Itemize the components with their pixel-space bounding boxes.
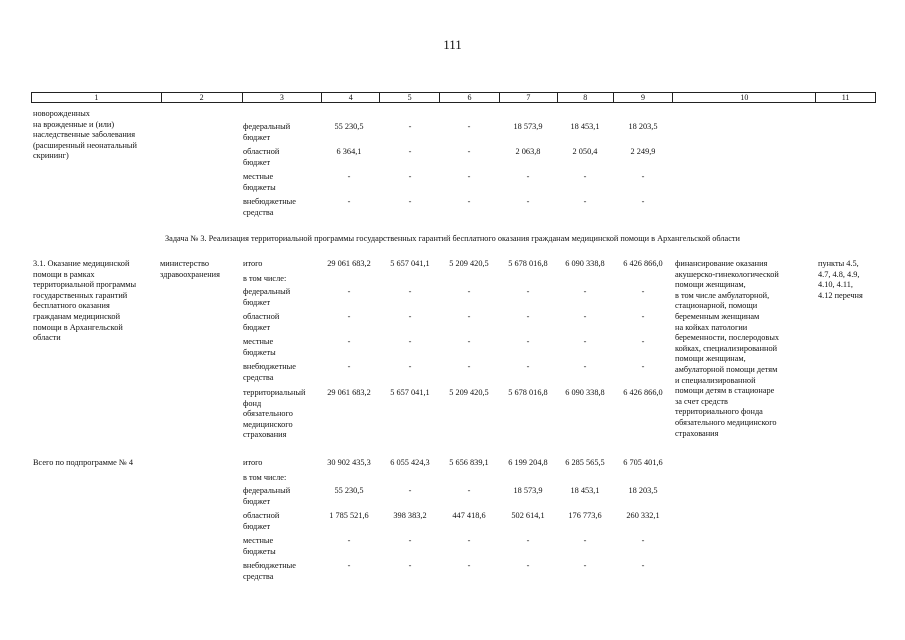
item-name: 3.1. Оказание медицинской (33, 259, 130, 268)
value-cell: - (526, 172, 530, 181)
funding-description: акушерско-гинекологической (675, 269, 779, 279)
value-cell: 6 199 204,8 (508, 458, 548, 467)
value-cell: 6 055 424,3 (390, 458, 430, 467)
item-name: государственных гарантий (33, 290, 128, 300)
value-cell: - (583, 362, 587, 371)
value-cell: - (641, 561, 645, 570)
source-label: областной (243, 511, 280, 520)
item-name: (расширенный неонатальный (33, 140, 137, 150)
source-label: федеральный (243, 287, 291, 296)
source-label: итого (243, 458, 263, 467)
value-cell: 18 453,1 (570, 122, 600, 131)
value-cell: - (641, 312, 645, 321)
value-cell: 6 285 565,5 (565, 458, 605, 467)
item-name: территориальной программы (33, 280, 137, 290)
value-cell: - (467, 122, 471, 131)
value-cell: - (526, 561, 530, 570)
task-title: Задача № 3. Реализация территориальной программы государственных гарантий бесплатного оказания гражданам медицинской помощи в Архангельской области (165, 234, 740, 243)
value-cell: - (526, 312, 530, 321)
value-cell: 6 090 338,8 (565, 388, 605, 397)
value-cell: 176 773,6 (568, 511, 602, 520)
reference-points: пункты 4.5, (818, 259, 859, 268)
value-cell: 18 453,1 (570, 486, 600, 495)
source-label: итого (243, 259, 263, 268)
value-cell: 18 203,5 (628, 486, 658, 495)
executor: здравоохранения (160, 269, 220, 279)
value-cell: - (467, 197, 471, 206)
source-label: средства (243, 207, 274, 217)
value-cell: 5 678 016,8 (508, 388, 548, 397)
value-cell: - (408, 486, 412, 495)
value-cell: 6 426 866,0 (623, 388, 663, 397)
funding-description: и специализированной (675, 375, 756, 385)
funding-description: территориального фонда (675, 407, 763, 417)
value-cell: - (467, 536, 471, 545)
value-cell: 29 061 683,2 (327, 388, 371, 397)
value-cell: - (408, 337, 412, 346)
value-cell: - (408, 362, 412, 371)
value-cell: - (583, 172, 587, 181)
value-cell: - (526, 197, 530, 206)
source-label: внебюджетные (243, 197, 296, 206)
source-label: медицинского (243, 419, 293, 429)
item-name: новорожденных (33, 109, 90, 118)
item-name: на врожденные и (или) (33, 119, 115, 129)
executor: министерство (160, 259, 210, 268)
header-col-6: 6 (439, 93, 499, 102)
item-name: наследственные заболевания (33, 130, 136, 140)
item-name: помощи в рамках (33, 269, 95, 279)
value-cell: - (347, 312, 351, 321)
value-cell: - (467, 172, 471, 181)
header-col-9: 9 (613, 93, 673, 102)
source-label: бюджет (243, 297, 271, 307)
funding-description: за счет средств (675, 396, 728, 406)
value-cell: - (408, 536, 412, 545)
value-cell: 6 364,1 (336, 147, 362, 156)
value-cell: 55 230,5 (334, 486, 364, 495)
source-label: областной (243, 147, 280, 156)
value-cell: 2 249,9 (630, 147, 656, 156)
funding-description: стационарной, помощи (675, 301, 758, 311)
value-cell: - (347, 172, 351, 181)
source-label: федеральный (243, 122, 291, 131)
value-cell: - (641, 197, 645, 206)
value-cell: - (347, 337, 351, 346)
funding-description: обязательного медицинского (675, 418, 777, 427)
value-cell: 2 050,4 (572, 147, 598, 156)
source-label: в том числе: (243, 274, 287, 283)
value-cell: 5 656 839,1 (449, 458, 489, 467)
reference-points: 4.7, 4.8, 4.9, (818, 269, 860, 279)
source-label: бюджет (243, 132, 271, 142)
value-cell: 6 705 401,6 (623, 458, 663, 467)
value-cell: - (641, 172, 645, 181)
funding-description: помощи женщинам, (675, 354, 746, 364)
item-name: бесплатного оказания (33, 301, 110, 311)
value-cell: - (408, 561, 412, 570)
value-cell: 2 063,8 (515, 147, 541, 156)
value-cell: - (467, 337, 471, 346)
value-cell: 5 678 016,8 (508, 259, 548, 268)
value-cell: - (467, 287, 471, 296)
header-col-5: 5 (379, 93, 439, 102)
value-cell: - (467, 147, 471, 156)
value-cell: 5 209 420,5 (449, 259, 489, 268)
value-cell: 502 614,1 (511, 511, 545, 520)
value-cell: - (583, 287, 587, 296)
source-label: фонд (243, 398, 262, 408)
value-cell: - (526, 362, 530, 371)
value-cell: - (641, 362, 645, 371)
value-cell: - (347, 197, 351, 206)
value-cell: - (526, 287, 530, 296)
reference-points: 4.10, 4.11, (818, 280, 853, 290)
value-cell: - (583, 337, 587, 346)
header-col-7: 7 (499, 93, 557, 102)
source-label: страхования (243, 430, 287, 440)
value-cell: 29 061 683,2 (327, 259, 371, 268)
value-cell: 30 902 435,3 (327, 458, 371, 467)
funding-description: финансирование оказания (675, 259, 768, 268)
source-label: местные (243, 172, 274, 181)
value-cell: - (583, 197, 587, 206)
source-label: в том числе: (243, 473, 287, 482)
value-cell: 6 090 338,8 (565, 259, 605, 268)
item-name: области (33, 333, 61, 343)
funding-description: помощи женщинам, (675, 280, 746, 290)
value-cell: - (583, 312, 587, 321)
item-name: скрининг) (33, 151, 69, 161)
value-cell: - (347, 561, 351, 570)
value-cell: 5 657 041,1 (390, 388, 430, 397)
header-col-4: 4 (321, 93, 379, 102)
header-col-2: 2 (161, 93, 242, 102)
header-col-1: 1 (94, 93, 99, 102)
funding-description: помощи детям в стационаре (675, 386, 775, 396)
source-label: бюджет (243, 322, 271, 332)
value-cell: - (408, 147, 412, 156)
funding-description: беременным женщинам (675, 312, 760, 321)
value-cell: 18 573,9 (513, 122, 543, 131)
source-label: внебюджетные (243, 561, 296, 570)
header-col-8: 8 (557, 93, 613, 102)
value-cell: - (408, 312, 412, 321)
source-label: бюджеты (243, 347, 276, 357)
source-label: местные (243, 536, 274, 545)
source-label: бюджеты (243, 546, 276, 556)
value-cell: 55 230,5 (334, 122, 364, 131)
value-cell: - (408, 197, 412, 206)
header-col-10: 10 (672, 93, 815, 102)
total-label: Всего по подпрограмме № 4 (33, 458, 134, 467)
source-label: бюджет (243, 157, 271, 167)
value-cell: - (583, 561, 587, 570)
item-name: гражданам медицинской (33, 312, 121, 321)
value-cell: - (467, 486, 471, 495)
source-label: территориальный (243, 388, 306, 397)
reference-points: 4.12 перечня (818, 290, 863, 300)
funding-description: амбулаторной помощи детям (675, 365, 778, 374)
value-cell: - (526, 337, 530, 346)
source-label: бюджет (243, 496, 271, 506)
page-number: 111 (443, 37, 462, 52)
value-cell: - (467, 362, 471, 371)
value-cell: - (526, 536, 530, 545)
value-cell: - (347, 287, 351, 296)
source-label: средства (243, 571, 274, 581)
value-cell: 5 657 041,1 (390, 259, 430, 268)
value-cell: - (408, 172, 412, 181)
source-label: бюджет (243, 521, 271, 531)
value-cell: - (641, 287, 645, 296)
funding-description: в том числе амбулаторной, (675, 290, 770, 300)
column-numbers-header (31, 92, 876, 103)
source-label: местные (243, 337, 274, 346)
source-label: средства (243, 372, 274, 382)
value-cell: - (641, 337, 645, 346)
value-cell: 447 418,6 (452, 511, 486, 520)
value-cell: - (467, 561, 471, 570)
value-cell: - (347, 362, 351, 371)
value-cell: - (583, 536, 587, 545)
source-label: внебюджетные (243, 362, 296, 371)
source-label: бюджеты (243, 182, 276, 192)
value-cell: 5 209 420,5 (449, 388, 489, 397)
value-cell: - (408, 287, 412, 296)
source-label: обязательного (243, 409, 293, 419)
value-cell: 18 573,9 (513, 486, 543, 495)
value-cell: - (641, 536, 645, 545)
value-cell: - (347, 536, 351, 545)
value-cell: - (467, 312, 471, 321)
value-cell: 1 785 521,6 (329, 511, 369, 520)
funding-description: койках, специализированной (675, 343, 778, 353)
value-cell: 6 426 866,0 (623, 259, 663, 268)
funding-description: беременности, послеродовых (675, 333, 780, 343)
header-col-11: 11 (815, 93, 875, 102)
funding-description: на койках патологии (675, 322, 748, 332)
item-name: помощи в Архангельской (33, 322, 123, 332)
value-cell: 260 332,1 (626, 511, 660, 520)
value-cell: - (408, 122, 412, 131)
header-col-3: 3 (242, 93, 322, 102)
value-cell: 398 383,2 (393, 511, 427, 520)
source-label: федеральный (243, 486, 291, 495)
source-label: областной (243, 312, 280, 321)
value-cell: 18 203,5 (628, 122, 658, 131)
funding-description: страхования (675, 428, 719, 438)
